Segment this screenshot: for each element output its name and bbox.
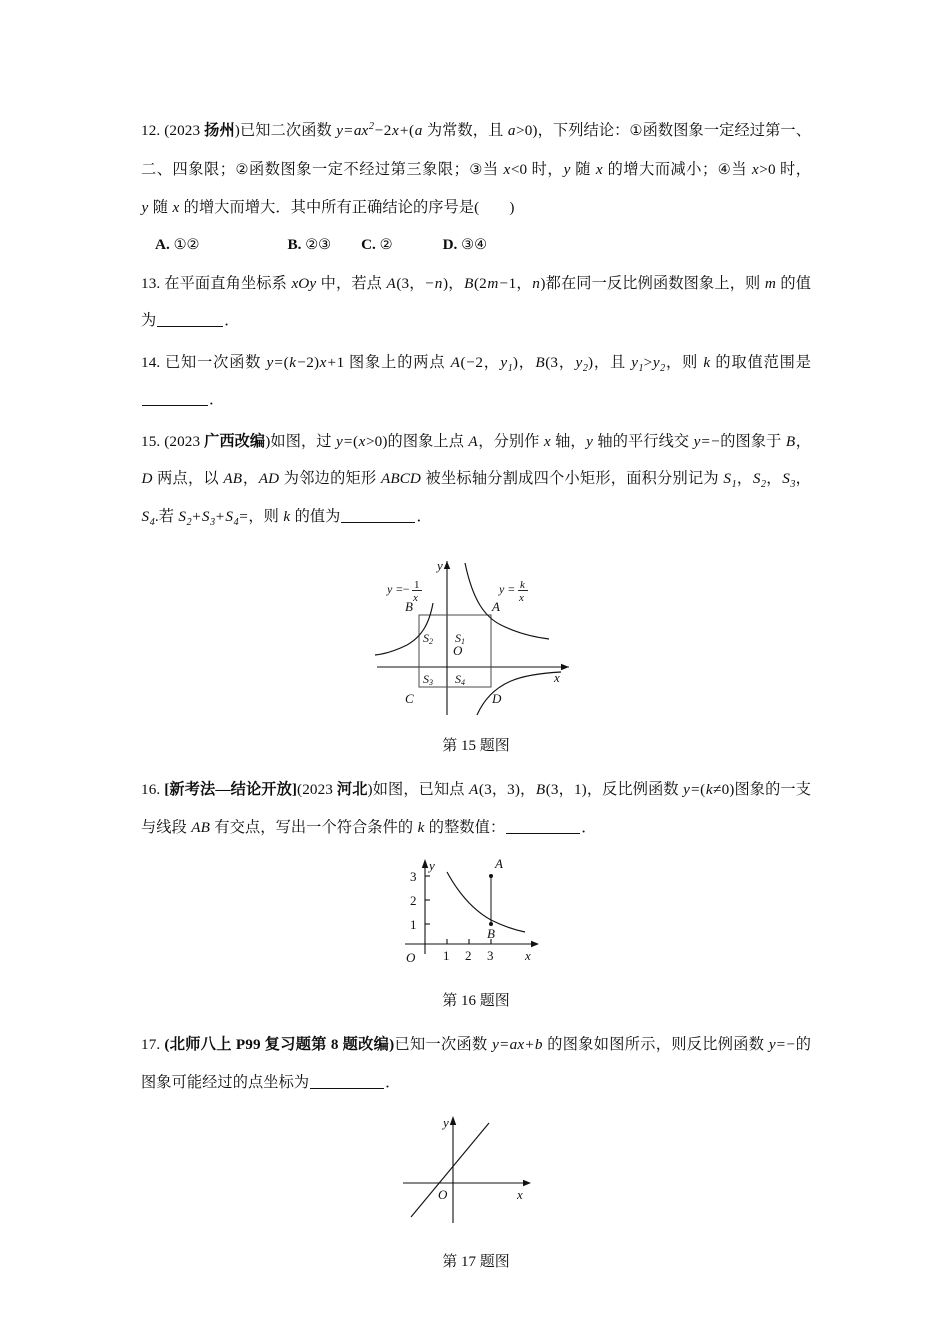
question-16-tag: [新考法—结论开放] xyxy=(164,781,298,798)
origin-label: O xyxy=(438,1187,448,1202)
question-17-number: 17. xyxy=(141,1036,161,1053)
area-label-s2: S2 xyxy=(423,631,433,646)
origin-label: O xyxy=(406,950,416,965)
svg-text:1: 1 xyxy=(414,579,420,591)
choice-c-label: C. xyxy=(361,235,376,253)
answer-blank-13[interactable] xyxy=(157,312,223,327)
point-a-dot xyxy=(489,874,493,878)
question-16-number: 16. xyxy=(141,781,161,798)
question-16-source: (2023 河北) xyxy=(297,781,373,798)
y-tick-label-2: 2 xyxy=(410,893,417,908)
question-12-clause-2: ②函数图象一定不经过第三象限； xyxy=(235,160,469,178)
vertex-label-b: B xyxy=(405,599,413,614)
y-axis-arrow xyxy=(422,859,428,868)
vertex-label-c: C xyxy=(405,691,414,706)
svg-text:x: x xyxy=(519,592,524,604)
question-14-number: 14. xyxy=(141,353,161,371)
question-12-after: ，下列结论： xyxy=(537,122,630,139)
question-12-clause-1: ①函数图象一定经过第一、二、四象限； xyxy=(141,122,812,178)
curve-label-right xyxy=(498,579,528,604)
question-12-clause-4: ④当 x>0 时，y 随 x 的增大而增大． xyxy=(141,160,812,216)
svg-text:=−: =− xyxy=(396,582,410,596)
y-axis-arrow xyxy=(444,561,450,569)
svg-text:x: x xyxy=(413,592,418,604)
x-axis-arrow xyxy=(531,941,539,947)
area-label-s1: S1 xyxy=(455,631,465,646)
question-17-source: (北师八上 P99 复习题第 8 题改编) xyxy=(164,1036,395,1053)
y-axis-label: y xyxy=(437,558,443,573)
choice-a[interactable] xyxy=(155,229,199,261)
svg-text:y: y xyxy=(499,582,505,596)
curve-label-left xyxy=(386,579,422,604)
question-12-source: (2023 扬州) xyxy=(164,122,240,139)
vertex-label-d: D xyxy=(492,691,502,706)
x-tick-label-3: 3 xyxy=(487,948,494,963)
area-label-s3: S3 xyxy=(423,672,433,687)
x-axis-label: x xyxy=(554,670,560,685)
question-12-tail: 其中所有正确结论的序号是( ) xyxy=(290,199,515,216)
question-17: 17. (北师八上 P99 复习题第 8 题改编)已知一次函数 y=ax+b 的图象如图所示，则反比例函数 y=−的图象可能经过的点坐标为 ． xyxy=(141,1036,811,1091)
figure-15-caption: 第 15 题图 xyxy=(442,738,510,754)
hyperbola-curve xyxy=(447,872,525,932)
question-12-choices xyxy=(141,229,811,261)
choice-b[interactable] xyxy=(287,229,331,261)
choice-a-value: ①② xyxy=(173,236,200,253)
x-tick-label-1: 1 xyxy=(443,948,450,963)
figure-15-graph xyxy=(361,547,591,717)
question-15-number: 15. xyxy=(141,432,161,450)
figure-17 xyxy=(141,1111,811,1271)
choice-b-value: ②③ xyxy=(305,236,332,253)
origin-label: O xyxy=(453,643,463,658)
figure-16 xyxy=(141,854,811,1010)
question-12-lead: 已知二次函数 xyxy=(239,122,336,139)
answer-blank-17[interactable] xyxy=(310,1073,384,1088)
choice-d[interactable] xyxy=(443,229,487,261)
curve-k-over-x-branch2 xyxy=(477,672,561,715)
figure-17-caption: 第 17 题图 xyxy=(442,1254,510,1270)
question-12-clause-3: ③当 x<0 时，y 随 x 的增大而减小； xyxy=(468,160,718,178)
svg-text:y: y xyxy=(387,582,393,596)
y-axis-label: y xyxy=(443,1115,449,1130)
y-tick-label-3: 3 xyxy=(410,869,417,884)
page-content xyxy=(141,112,811,1271)
y-axis-arrow xyxy=(450,1116,456,1125)
x-axis-label: x xyxy=(525,948,531,963)
linear-function-line xyxy=(411,1123,489,1217)
answer-blank-14[interactable] xyxy=(142,391,208,406)
choice-a-label: A. xyxy=(155,235,170,253)
point-label-a: A xyxy=(495,856,503,871)
question-13-number: 13. xyxy=(141,274,161,292)
area-label-s4: S4 xyxy=(455,672,465,687)
figure-17-graph xyxy=(381,1111,571,1233)
choice-d-value: ③④ xyxy=(461,236,488,253)
svg-text:=: = xyxy=(508,582,515,596)
curve-neg-1-over-x-branch xyxy=(375,603,433,655)
choice-b-label: B. xyxy=(287,235,302,253)
figure-16-caption: 第 16 题图 xyxy=(442,993,510,1009)
y-tick-label-1: 1 xyxy=(410,917,417,932)
x-tick-label-2: 2 xyxy=(465,948,472,963)
choice-d-label: D. xyxy=(442,235,458,253)
y-axis-label: y xyxy=(429,858,435,873)
question-13: 13. 在平面直角坐标系 xOy 中，若点 A(3，−n)，B(2m−1，n)都在同一反比例函数图象上，则 m 的值为 ． xyxy=(141,274,811,329)
choice-c-value: ② xyxy=(379,236,393,253)
x-axis-arrow xyxy=(523,1180,531,1186)
x-axis-label: x xyxy=(517,1187,523,1202)
question-16: 16. [新考法—结论开放](2023 河北)如图，已知点 A(3，3)，B(3，1)，反比例函数 y=(k≠0)图象的一支与线段 AB 有交点，写出一个符合条件的 k 的整数值： ． xyxy=(141,781,812,836)
question-12-number: 12. xyxy=(141,122,161,139)
figure-16-graph xyxy=(391,854,561,970)
x-axis-arrow xyxy=(561,664,569,670)
question-14: 14. 已知一次函数 y=(k−2)x+1 图象上的两点 A(−2，$y_1$)，B(3，$y_2$)，且 $y_1>y_2$，则 k 的取值范围是． xyxy=(141,353,811,408)
question-15-source: (2023 广西改编) xyxy=(164,432,271,450)
question-12: 12. (2023 扬州)已知二次函数 $y=ax^2-2x+(a$ 为常数，且 a>0)，下列结论：①函数图象一定经过第一、二、四象限；②函数图象一定不经过第三象限；③当 x<0 时，y 随 x 的增大而减小；④当 x>0 时，y 随 x 的增大而增大．其中所有正确结论的序号是( ) xyxy=(141,120,812,216)
question-15: 15. (2023 广西改编)如图，过 y=(x>0)的图象上点 A，分别作 x 轴，y 轴的平行线交 y=−的图象于 B，D 两点，以 AB，AD 为邻边的矩形 ABCD 被坐标轴分割成四个小矩形，面积分别记为 $S_1$，$S_2$，$S_3$，$S_4$.若 $S_2+S_3+S_4=$，则 k 的值为 ． xyxy=(141,432,811,528)
point-label-b: B xyxy=(487,926,495,941)
figure-15 xyxy=(141,547,811,755)
svg-text:k: k xyxy=(520,579,525,591)
vertex-label-a: A xyxy=(492,599,500,614)
curve-k-over-x-branch1 xyxy=(465,563,549,639)
answer-blank-16[interactable] xyxy=(506,818,580,833)
answer-blank-15[interactable] xyxy=(341,507,415,522)
choice-c[interactable] xyxy=(361,229,393,261)
